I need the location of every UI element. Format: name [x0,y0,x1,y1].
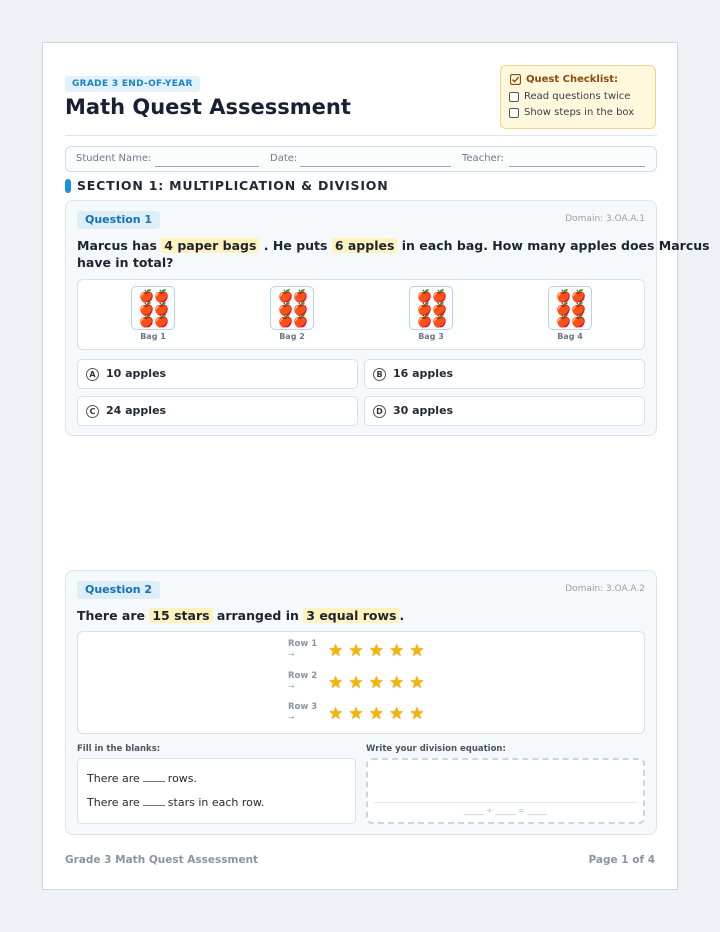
domain-code: Domain: 3.OA.A.1 [565,214,645,224]
answer-option-d[interactable] [364,396,645,426]
fill-blanks-box [77,758,356,824]
checkbox[interactable] [509,108,519,118]
checklist-title: Quest Checklist: [526,74,619,85]
equation-line [374,802,637,803]
question-badge: Question 1 [77,211,160,229]
fill-blanks-label: Fill in the blanks: [77,744,161,754]
answer-option-c[interactable] [77,396,358,426]
header-divider [65,135,657,136]
student-name-label: Student Name: [76,153,152,164]
blank-sentence-1: There are rows. [87,772,198,785]
checklist-item-label: Read questions twice [524,91,631,102]
question-text: Marcus has [77,238,157,253]
bag-icon [131,286,175,330]
highlight: 6 apples [332,238,398,253]
bag-icon [409,286,453,330]
page-number: Page 1 of 4 [588,854,655,866]
star-icons: ★ ★ ★ ★ ★ [328,641,425,661]
option-letter-icon: A [86,368,99,381]
question-text: in each bag. How many apples does Marcus [401,238,710,253]
date-field[interactable] [300,166,451,167]
question-text: arranged in [216,608,299,623]
blank-sentence-2: There are stars in each row. [87,796,265,809]
option-label: 24 apples [106,404,167,417]
checklist-header [510,74,618,85]
blank-field[interactable] [143,796,165,806]
teacher-field[interactable] [509,166,645,167]
apple-icons: 🍎🍎 🍎🍎 🍎🍎 [139,289,169,328]
domain-code: Domain: 3.OA.A.2 [565,584,645,594]
answer-option-b[interactable] [364,359,645,389]
equation-label: Write your division equation: [366,744,506,754]
section-accent-bar [65,179,71,193]
bag-icon [548,286,592,330]
equation-answer-box[interactable] [366,758,645,824]
option-letter-icon: D [373,405,386,418]
question-1-card [65,200,710,436]
highlight: 4 paper bags [161,238,259,253]
student-info-bar [65,146,657,172]
bag-label: Bag 3 [418,332,444,341]
question-text-line-2: have in total? [77,255,174,270]
arrow-icon: → [288,713,295,722]
checklist-item-label: Show steps in the box [524,107,635,118]
apple-icons: 🍎🍎 🍎🍎 🍎🍎 [417,289,447,328]
answer-option-a[interactable] [77,359,358,389]
question-2-card [65,570,657,835]
bags-illustration [77,279,645,350]
option-letter-icon: C [86,405,99,418]
question-text-line-1 [77,607,404,624]
option-label: 16 apples [393,367,454,380]
star-icons: ★ ★ ★ ★ ★ [328,673,425,693]
apple-icons: 🍎🍎 🍎🍎 🍎🍎 [556,289,586,328]
row-label: Row 2 [288,671,318,681]
option-letter-icon: B [373,368,386,381]
option-label: 30 apples [393,404,454,417]
bag-label: Bag 2 [279,332,305,341]
checkbox-checked-icon [510,74,521,85]
question-text: . He puts [263,238,328,253]
option-label: 10 apples [106,367,167,380]
page-title: Math Quest Assessment [65,95,351,119]
apple-icons: 🍎🍎 🍎🍎 🍎🍎 [278,289,308,328]
equation-template: _____ ÷ _____ = _____ [463,806,548,815]
grade-tag: GRADE 3 END-OF-YEAR [65,76,200,92]
question-badge: Question 2 [77,581,160,599]
bag-label: Bag 4 [557,332,583,341]
checklist-item[interactable] [509,91,630,102]
row-label: Row 3 [288,702,318,712]
section-title: SECTION 1: MULTIPLICATION & DIVISION [77,178,389,193]
question-text: . [399,608,405,623]
checkbox[interactable] [509,92,519,102]
highlight: 3 equal rows [303,608,399,623]
arrow-icon: → [288,682,295,691]
question-text-line-1 [77,237,710,254]
student-name-field[interactable] [155,166,259,167]
quest-checklist [500,65,656,129]
bag-label: Bag 1 [140,332,166,341]
highlight: 15 stars [149,608,212,623]
teacher-label: Teacher: [462,153,504,164]
question-text: There are [77,608,145,623]
bag-icon [270,286,314,330]
star-icons: ★ ★ ★ ★ ★ [328,704,425,724]
arrow-icon: → [288,650,295,659]
blank-field[interactable] [143,772,165,782]
worksheet-page [42,42,710,890]
stars-illustration [77,631,645,734]
footer-title: Grade 3 Math Quest Assessment [65,854,259,866]
row-label: Row 1 [288,639,318,649]
checklist-item[interactable] [509,107,634,118]
date-label: Date: [270,153,298,164]
